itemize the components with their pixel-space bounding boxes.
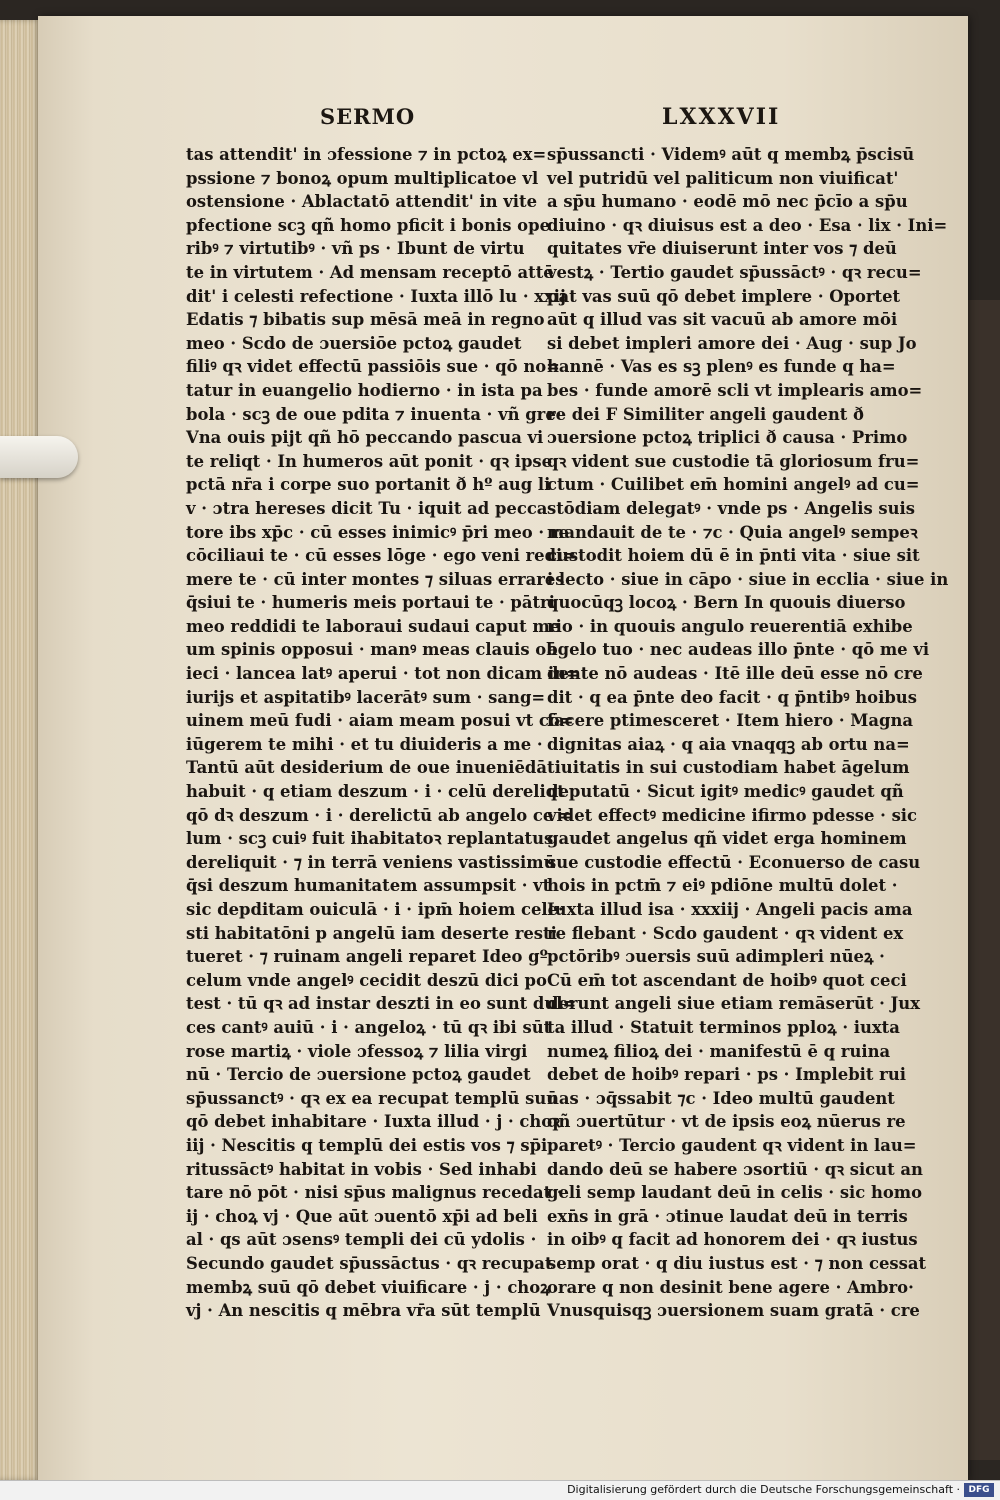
text-line: dit' i celesti refectione · Iuxta illō lu · xxij (186, 286, 566, 306)
text-line: hannē · Vas es sꝫ plenꝰ es funde q ha= (547, 357, 896, 377)
text-line: nū · Tercio de ɔuersione pctoꝝ gaudet (186, 1065, 531, 1085)
page-clip (0, 436, 78, 478)
text-line: pfectione scꝫ qñ homo pficit i bonis ope (186, 215, 550, 235)
text-line: sti habitatōni p angelū iam deserte resti (186, 923, 557, 943)
funding-notice: Digitalisierung gefördert durch die Deutsche Forschungsgemeinschaft · (567, 1483, 960, 1496)
text-line: bola · scꝫ de oue pdita ⁊ inuenta · vñ gre· (186, 404, 562, 424)
text-line: quocūqꝫ locoꝝ · Bern In quouis diuerso (547, 593, 906, 613)
text-line: deputatū · Sicut igitꝰ medicꝰ gaudet qñ (547, 782, 904, 802)
text-line: dereliquit · ⁊ in terrā veniens vastissimū (186, 852, 556, 872)
text-line: nas · ɔq̄ssabit ⁊c · Ideo multū gaudent (547, 1088, 895, 1108)
text-line: te in virtutem · Ad mensam receptō attē (186, 262, 554, 282)
text-line: custodit hoiem dū ē in p̄nti vita · siue sit (547, 546, 920, 566)
text-line: Vnusquisqꝫ ɔuersionem suam gratā · cre (547, 1301, 920, 1321)
text-line: stōdiam delegatꝰ · vnde ps · Angelis suis (547, 498, 916, 518)
text-line: facere ptimesceret · Item hiero · Magna (547, 711, 914, 731)
text-line: mandauit de te · ⁊c · Quia angelꝰ sempeꝛ (547, 522, 918, 542)
text-line: uinem meū fudi · aiam meam posui vt cō= (186, 711, 574, 731)
folio-number: LXXXVII (662, 104, 781, 130)
text-line: orare q non desinit bene agere · Ambro· (547, 1277, 914, 1297)
text-line: videt effectꝰ medicine ifirmo pdesse · sic (547, 805, 918, 825)
text-line: gaudet angelus qñ videt erga hominem (547, 829, 907, 849)
text-line: ctum · Cuilibet em̄ homini angelꝰ ad cu= (547, 475, 920, 495)
text-line: qñ ɔuertūtur · vt de ipsis eoꝝ nūerus re (547, 1112, 906, 1132)
text-line: qō dꝛ deszum · i · derelictū ab angelo ce = (186, 805, 573, 825)
text-line: derunt angeli siue etiam remāserūt · Jux (547, 994, 920, 1014)
text-line: al · qs aūt ɔsensꝰ templi dei cū ydolis · (186, 1230, 537, 1250)
text-line: dente nō audeas · Itē ille deū esse nō cre (547, 664, 923, 684)
text-line: dit · q ea p̄nte deo facit · q p̄ntibꝰ hoibus (547, 687, 917, 707)
text-line: celum vnde angelꝰ cecidit deszū dici po (186, 970, 547, 990)
text-line: sp̄ussanctꝰ · qꝛ ex ea recupat templū suū (186, 1088, 559, 1108)
text-line: numeꝝ filioꝝ dei · manifestū ē q ruina (547, 1041, 891, 1061)
text-line: iij · Nescitis q templū dei estis vos ⁊ sp̄i (186, 1135, 548, 1155)
text-line: sp̄ussancti · Videmꝰ aūt q membꝝ p̄scisū (547, 145, 915, 164)
text-line: quitates vr̄e diuiserunt inter vos ⁊ deū (547, 239, 897, 259)
text-line: tueret · ⁊ ruinam angeli reparet Ideo gº (186, 947, 548, 967)
text-line: Cū em̄ tot ascendant de hoibꝰ quot ceci (547, 970, 907, 990)
text-line: q̄si deszum humanitatem assumpsit · vt (186, 876, 551, 896)
text-line: um spinis opposui · manꝰ meas clauis ob (186, 640, 558, 660)
footer-bar (0, 1480, 1000, 1500)
text-line: pssione ⁊ bonoꝝ opum multiplicatoe vl (186, 168, 539, 188)
text-line: q̄siui te · humeris meis portaui te · pātri (186, 593, 555, 613)
running-head-left: SERMO (320, 104, 416, 129)
text-line: lum · scꝫ cuiꝰ fuit ihabitatoꝛ replantatus (186, 829, 554, 849)
text-line: Iuxta illud isa · xxxiij · Angeli pacis ama (547, 900, 913, 919)
text-line: sue custodie effectū · Econuerso de casu (547, 852, 921, 872)
text-line: meo reddidi te laboraui sudaui caput me (186, 616, 561, 636)
text-line: mere te · cū inter montes ⁊ siluas errares (186, 569, 565, 589)
text-line: paretꝰ · Tercio gaudent qꝛ vident in lau= (547, 1135, 917, 1155)
text-column-right (547, 143, 949, 1323)
text-line: bes · funde amorē scli vt implearis amo= (547, 380, 923, 400)
text-line: vestꝝ · Tertio gaudet sp̄ussāctꝰ · qꝛ recu= (547, 262, 922, 282)
text-line: tare nō pōt · nisi sp̄us malignus recedat · (186, 1183, 563, 1203)
text-line: pctā nr̄a i corpe suo portanit ð hº aug li (186, 475, 551, 495)
text-line: habuit · q etiam deszum · i · celū dereliqt (186, 782, 565, 802)
facing-page-edge (966, 300, 1000, 1460)
text-line: cōciliaui te · cū esses lōge · ego veni redi= (186, 546, 576, 566)
text-line: ta illud · Statuit terminos pploꝝ · iuxta (547, 1017, 900, 1037)
text-line: tiuitatis in sui custodiam habet āgelum (547, 758, 910, 778)
text-line: Tantū aūt desiderium de oue inueniēdā (186, 758, 547, 778)
text-line: qō debet inhabitare · Iuxta illud · j · choꝛ (186, 1112, 560, 1132)
text-line: pctōribꝰ ɔuersis suū adimpleri nūeꝝ · (547, 947, 885, 967)
text-line: te reliqt · In humeros aūt ponit · qꝛ ipse (186, 451, 553, 471)
text-line: re dei F Similiter angeli gaudent ð (547, 404, 864, 424)
text-line: ij · choꝝ vj · Que aūt ɔuentō xp̄i ad beli (186, 1206, 538, 1226)
text-line: exn̄s in grā · ɔtinue laudat deū in terris (547, 1206, 908, 1226)
text-line: test · tū qꝛ ad instar deszti in eo sunt dul= (186, 994, 577, 1014)
text-line: Secundo gaudet sp̄ussāctus · qꝛ recupat (186, 1253, 553, 1273)
text-line: iūgerem te mihi · et tu diuideris a me · (186, 734, 543, 754)
book-edge (0, 20, 42, 1480)
text-line: qꝛ vident sue custodie tā gloriosum fru= (547, 451, 920, 471)
text-line: Vna ouis pijt qñ hō peccando pascua vi (186, 428, 544, 448)
text-line: rose martiꝝ · viole ɔfessoꝝ ⁊ lilia virgi (186, 1041, 528, 1061)
text-column-left (186, 143, 580, 1323)
dfg-logo: DFG (964, 1483, 994, 1497)
text-line: dignitas aiaꝝ · q aia vnaqqꝫ ab ortu na= (547, 734, 910, 754)
text-line: aūt q illud vas sit vacuū ab amore mōi (547, 310, 898, 330)
text-line: ces cantꝰ auiū · i · angeloꝝ · tū qꝛ ibi sūt (186, 1017, 552, 1037)
text-line: ritussāctꝰ habitat in vobis · Sed inhabi (186, 1159, 537, 1179)
text-line: dando deū se habere ɔsortiū · qꝛ sicut an (547, 1159, 923, 1179)
text-line: ostensione · Ablactatō attendit' in vite (186, 192, 538, 212)
text-line: pat vas suū qō debet implere · Oportet (547, 286, 901, 306)
text-line: i lecto · siue in cāpo · siue in ecclia · siue in (547, 569, 949, 589)
text-line: geli semp laudant deū in celis · sic homo (547, 1183, 923, 1203)
text-line: semp orat · q diu iustus est · ⁊ non cessat (547, 1253, 927, 1273)
text-line: v · ɔtra hereses dicit Tu · iquit ad pecca (186, 498, 548, 518)
text-line: tas attendit' in ɔfessione ⁊ in pctoꝝ ex= (186, 145, 547, 164)
text-line: si debet impleri amore dei · Aug · sup Jo (547, 333, 917, 353)
text-line: hois in pctm̄ ⁊ eiꝰ pdiōne multū dolet · (547, 876, 898, 896)
text-line: iurijs et aspitatibꝰ lacerātꝰ sum · sang= (186, 687, 546, 707)
text-line: a sp̄u humano · eodē mō nec p̄cīo a sp̄u (547, 192, 908, 212)
text-line: debet de hoibꝰ repari · ps · Implebit rui (547, 1065, 906, 1085)
text-line: vj · An nescitis q mēbra vr̄a sūt templū (186, 1301, 541, 1321)
text-line: vel putridū vel paliticum non viuificat' (547, 168, 899, 188)
text-line: ribꝰ ⁊ virtutibꝰ · vñ ps · Ibunt de virtu (186, 239, 525, 259)
text-line: re flebant · Scdo gaudent · qꝛ vident ex (547, 923, 904, 943)
text-line: ɔuersione pctoꝝ triplici ð causa · Primo (547, 428, 908, 448)
text-line: rio · in quouis angulo reuerentiā exhibe (547, 616, 913, 636)
text-line: filiꝰ qꝛ videt effectū passiōis sue · qō no= (186, 357, 560, 377)
text-line: āgelo tuo · nec audeas illo p̄nte · qō me vi (547, 640, 930, 660)
text-line: tore ibs xp̄c · cū esses inimicꝰ p̄ri meo · re (186, 522, 569, 542)
text-line: meo · Scdo de ɔuersiōe pctoꝝ gaudet (186, 333, 522, 353)
text-line: membꝝ suū qō debet viuificare · j · choꝝ (186, 1277, 550, 1297)
text-line: ieci · lancea latꝰ aperui · tot non dicam in= (186, 664, 580, 684)
text-line: diuino · qꝛ diuisus est a deo · Esa · lix · Ini= (547, 215, 948, 235)
text-line: in oibꝰ q facit ad honorem dei · qꝛ iustus (547, 1230, 918, 1250)
text-line: sic depditam ouiculā · i · ipm̄ hoiem cele· (186, 900, 564, 919)
text-line: Edatis ⁊ bibatis sup mēsā meā in regno (186, 310, 545, 330)
text-line: tatur in euangelio hodierno · in ista pa (186, 380, 543, 400)
